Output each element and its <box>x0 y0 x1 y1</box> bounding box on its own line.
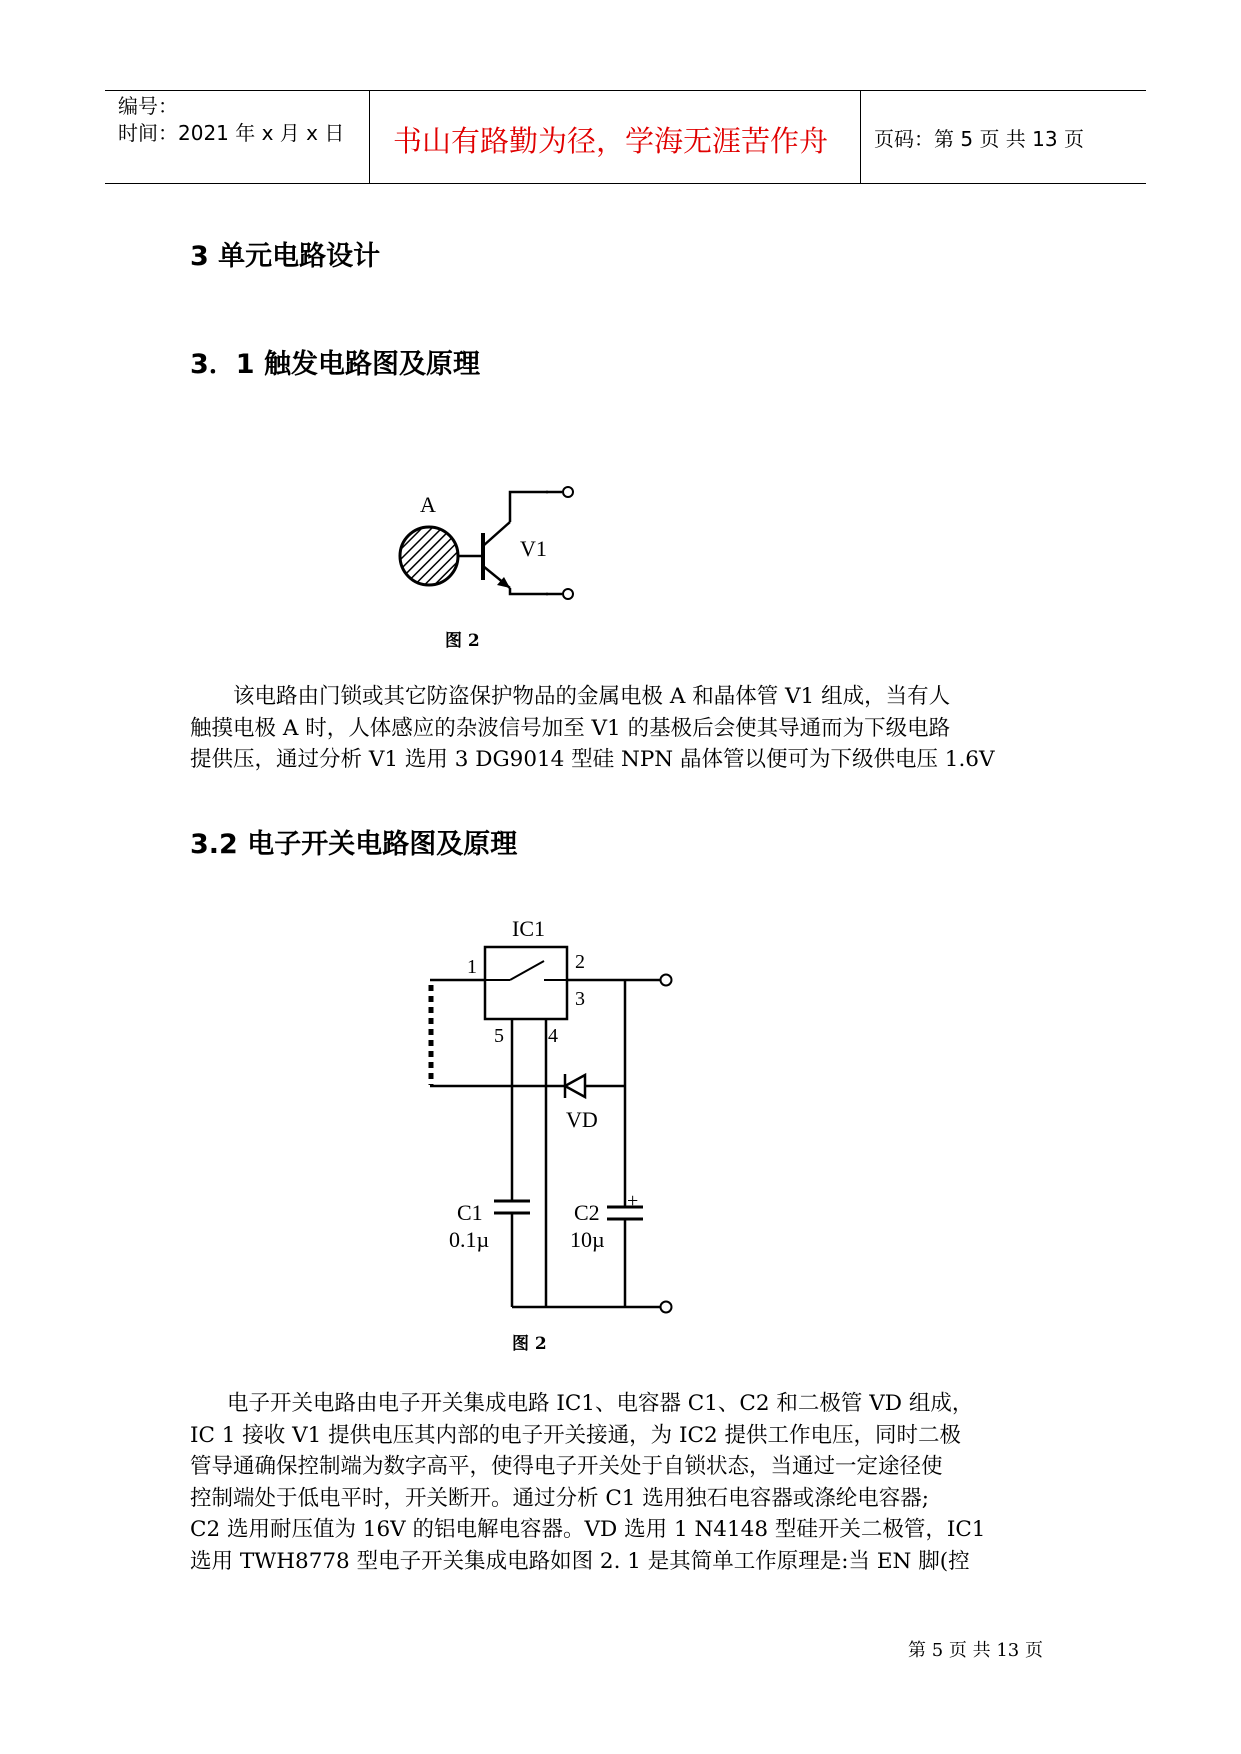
pin-2-label: 2 <box>575 951 585 973</box>
output-terminal-bottom <box>563 589 573 599</box>
paragraph-line: IC 1 接收 V1 提供电压其内部的电子开关接通，为 IC2 提供工作电压，同时二极 <box>190 1422 961 1448</box>
c1-value: 0.1µ <box>449 1227 490 1252</box>
output-terminal-bottom <box>661 1302 672 1313</box>
paragraph-line: 控制端处于低电平时，开关断开。通过分析 C1 选用独石电容器或涤纶电容器; <box>190 1485 930 1511</box>
header-divider-right <box>860 90 861 184</box>
output-terminal-top <box>661 975 672 986</box>
subsection-3-1-title: 3．1 触发电路图及原理 <box>190 349 480 380</box>
figure-1-caption: 图 2 <box>445 631 480 651</box>
pin-1-label: 1 <box>467 956 477 978</box>
output-terminal-top <box>563 487 573 497</box>
paragraph-line: 触摸电极 A 时，人体感应的杂波信号加至 V1 的基极后会使其导通而为下级电路 <box>190 715 951 741</box>
pin-5-label: 5 <box>494 1025 504 1047</box>
subsection-3-2-title: 3.2 电子开关电路图及原理 <box>190 829 518 860</box>
c2-plus: + <box>627 1190 639 1212</box>
ic-label: IC1 <box>512 916 545 941</box>
switch-blade <box>510 961 544 980</box>
page-footer: 第 5 页 共 13 页 <box>908 1640 1043 1661</box>
metal-electrode <box>400 527 458 585</box>
paragraph-line: 选用 TWH8778 型电子开关集成电路如图 2. 1 是其简单工作原理是:当 EN 脚(控 <box>190 1548 970 1574</box>
figure-2-caption: 图 2 <box>512 1334 547 1354</box>
c2-value: 10µ <box>570 1227 605 1252</box>
diode-symbol <box>565 1075 585 1097</box>
diode-label: VD <box>566 1107 598 1132</box>
ic-body <box>485 947 567 1019</box>
header-time-label: 时间：2021 年 x 月 x 日 <box>118 121 345 145</box>
paragraph-line: C2 选用耐压值为 16V 的铝电解电容器。VD 选用 1 N4148 型硅开关二极管，IC1 <box>190 1517 986 1542</box>
subsection-3-1-paragraph <box>190 681 995 776</box>
c2-label: C2 <box>574 1200 600 1225</box>
header-top-rule <box>105 90 1146 91</box>
electronic-switch-figure <box>420 915 680 1315</box>
pin-3-label: 3 <box>575 988 585 1010</box>
paragraph-line: 该电路由门锁或其它防盗保护物品的金属电极 A 和晶体管 V1 组成，当有人 <box>233 684 951 709</box>
emitter-wire <box>510 588 548 594</box>
paragraph-line: 电子开关电路由电子开关集成电路 IC1、电容器 C1、C2 和二极管 VD 组成， <box>227 1391 974 1416</box>
header-motto: 书山有路勤为径，学海无涯苦作舟 <box>393 124 829 158</box>
electrode-label-a: A <box>420 492 436 517</box>
transistor-label-v1: V1 <box>520 536 547 561</box>
header-number-label: 编号： <box>118 94 178 118</box>
subsection-3-2-paragraph <box>190 1388 985 1577</box>
paragraph-line: 提供压，通过分析 V1 选用 3 DG9014 型硅 NPN 晶体管以便可为下级供电压 1.6V <box>190 747 995 772</box>
header-bottom-rule <box>105 183 1146 184</box>
section-title: 3 单元电路设计 <box>190 241 381 272</box>
header-page-label: 页码：第 5 页 共 13 页 <box>874 127 1084 151</box>
header-divider-left <box>369 90 370 184</box>
collector-lead <box>483 522 510 546</box>
c1-label: C1 <box>457 1200 483 1225</box>
pin-4-label: 4 <box>548 1025 558 1047</box>
paragraph-line: 管导通确保控制端为数字高平，使得电子开关处于自锁状态，当通过一定途径使 <box>190 1454 943 1479</box>
trigger-circuit-figure <box>380 470 620 650</box>
collector-wire <box>510 492 548 522</box>
